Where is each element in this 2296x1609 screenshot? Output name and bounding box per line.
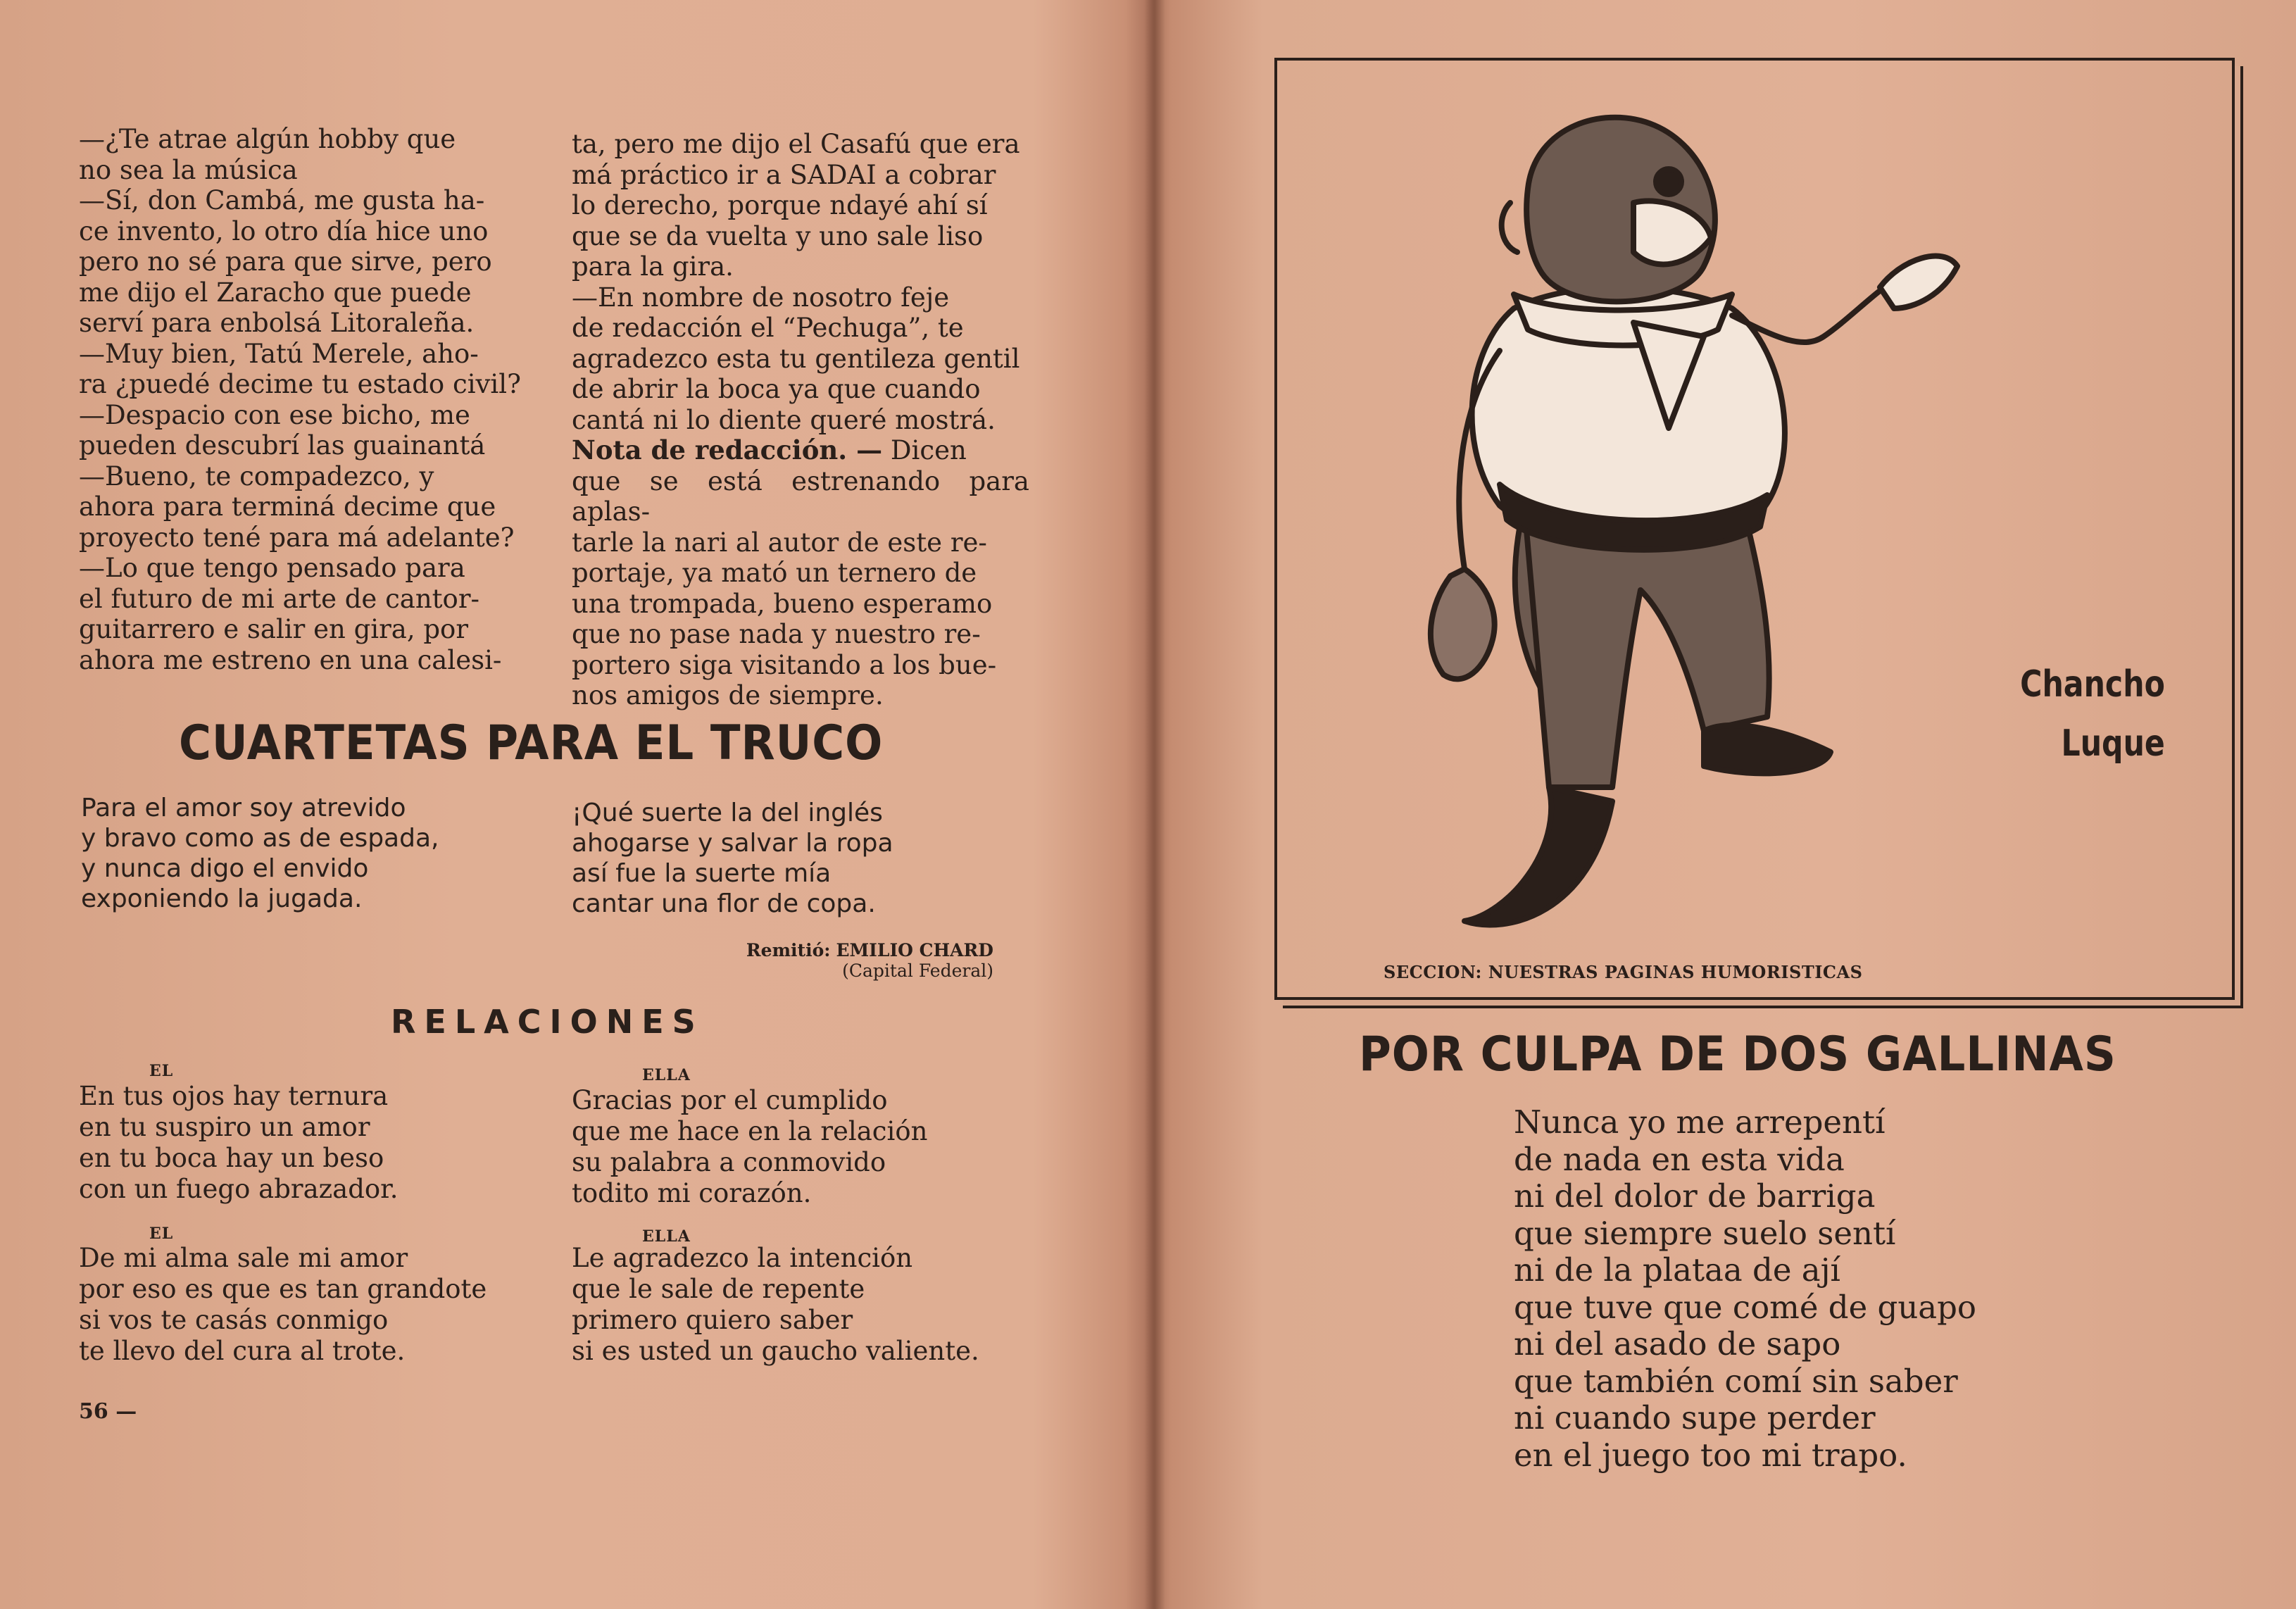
interview-line: ahora me estreno en una calesi- xyxy=(79,644,502,675)
stanza-line: ahogarse y salvar la ropa xyxy=(572,829,893,858)
verse-line: Le agradezco la intención xyxy=(572,1243,913,1273)
interview-line: ta, pero me dijo el Casafú que era xyxy=(572,129,1020,159)
verse-line: todito mi corazón. xyxy=(572,1178,812,1208)
relaciones-title: RELACIONES xyxy=(391,1003,704,1041)
poem-line: que tuve que comé de guapo xyxy=(1514,1288,1977,1326)
interview-line: —¿Te atrae algún hobby que xyxy=(79,124,456,154)
poem xyxy=(1514,1104,1976,1474)
verse-line: si es usted un gaucho valiente. xyxy=(572,1336,979,1366)
verse-line: primero quiero saber xyxy=(572,1305,853,1335)
interview-line: ahora para terminá decime que xyxy=(79,492,496,522)
verse-el-1 xyxy=(79,1081,399,1205)
editorial-note-line: una trompada, bueno esperamo xyxy=(572,588,993,619)
verse-line: por eso es que es tan grandote xyxy=(79,1274,487,1304)
interview-line: de abrir la boca ya que cuando xyxy=(572,374,981,404)
interview-line: agradezco esta tu gentileza gentil xyxy=(572,343,1020,374)
truco-title: CUARTETAS PARA EL TRUCO xyxy=(179,715,884,771)
interview-line: me dijo el Zaracho que puede xyxy=(79,277,472,308)
poem-line: ni del dolor de barriga xyxy=(1514,1177,1876,1215)
chancho-luque-illustration xyxy=(1338,83,1971,942)
poem-line: en el juego too mi trapo. xyxy=(1514,1436,1907,1474)
interview-line: —Muy bien, Tatú Merele, aho- xyxy=(79,338,479,369)
poem-line: ni de la plataa de ají xyxy=(1514,1251,1840,1289)
editorial-note-line: que se está estrenando para aplas- xyxy=(572,465,1029,527)
editorial-note-label: Nota de redacción. — xyxy=(572,434,883,465)
character-name-line-2: Luque xyxy=(2061,722,2165,765)
credit-place: (Capital Federal) xyxy=(842,960,993,981)
interview-line: pueden descubrí las guainantá xyxy=(79,430,486,461)
editorial-note-line: que no pase nada y nuestro re- xyxy=(572,619,981,649)
verse-line: con un fuego abrazador. xyxy=(79,1174,399,1204)
stanza-line: Para el amor soy atrevido xyxy=(81,794,406,822)
verse-ella-2 xyxy=(572,1243,979,1367)
editorial-note-line: portaje, ya mató un ternero de xyxy=(572,558,977,588)
truco-stanza-right xyxy=(572,798,893,919)
stanza-line: así fue la suerte mía xyxy=(572,859,832,888)
speaker-ella: ELLA xyxy=(642,1227,691,1246)
verse-line: te llevo del cura al trote. xyxy=(79,1336,406,1366)
interview-line: má práctico ir a SADAI a cobrar xyxy=(572,159,996,190)
verse-line: que le sale de repente xyxy=(572,1274,865,1304)
interview-line: ce invento, lo otro día hice uno xyxy=(79,215,489,246)
interview-line: proyecto tené para má adelante? xyxy=(79,522,515,553)
poem-line: ni cuando supe perder xyxy=(1514,1399,1876,1436)
editorial-note-line: nos amigos de siempre. xyxy=(572,680,884,710)
interview-line: lo derecho, porque ndayé ahí sí xyxy=(572,190,988,220)
section-note: SECCION: NUESTRAS PAGINAS HUMORISTICAS xyxy=(1384,962,1863,982)
interview-line: el futuro de mi arte de cantor- xyxy=(79,583,480,614)
editorial-note-line: tarle la nari al autor de este re- xyxy=(572,527,987,558)
credit-name: EMILIO CHARD xyxy=(836,940,993,960)
verse-line: En tus ojos hay ternura xyxy=(79,1081,389,1111)
character-name-line-1: Chancho xyxy=(2020,663,2165,706)
poem-line: Nunca yo me arrepentí xyxy=(1514,1103,1886,1141)
verse-line: en tu boca hay un beso xyxy=(79,1143,384,1173)
truco-stanza-left xyxy=(81,793,439,914)
interview-line: —Lo que tengo pensado para xyxy=(79,553,465,583)
interview-line: —Sí, don Cambá, me gusta ha- xyxy=(79,185,485,215)
poem-line: que siempre suelo sentí xyxy=(1514,1214,1896,1252)
interview-line: —Bueno, te compadezco, y xyxy=(79,461,434,492)
poem-line: ni del asado de sapo xyxy=(1514,1325,1841,1363)
verse-el-2 xyxy=(79,1243,487,1367)
interview-line: que se da vuelta y uno sale liso xyxy=(572,220,984,251)
book-spine xyxy=(1144,0,1165,1609)
character-name xyxy=(2020,655,2165,773)
speaker-ella: ELLA xyxy=(642,1066,691,1084)
verse-line: Gracias por el cumplido xyxy=(572,1085,888,1115)
editorial-note-line: portero siga visitando a los bue- xyxy=(572,649,997,680)
interview-column-right xyxy=(572,129,1029,711)
poem-line: de nada en esta vida xyxy=(1514,1140,1845,1178)
interview-line: de redacción el “Pechuga”, te xyxy=(572,313,964,343)
interview-line: cantá ni lo diente queré mostrá. xyxy=(572,404,996,435)
credit xyxy=(746,940,993,981)
stanza-line: y nunca digo el envido xyxy=(81,854,369,883)
speaker-el: EL xyxy=(149,1062,174,1080)
stanza-line: y bravo como as de espada, xyxy=(81,824,439,853)
stanza-line: ¡Qué suerte la del inglés xyxy=(572,799,883,827)
stanza-line: cantar una flor de copa. xyxy=(572,889,876,918)
interview-column-left xyxy=(79,124,538,675)
stanza-line: exponiendo la jugada. xyxy=(81,884,363,913)
verse-line: si vos te casás conmigo xyxy=(79,1305,389,1335)
interview-line: ra ¿puedé decime tu estado civil? xyxy=(79,369,521,399)
editorial-note xyxy=(572,435,1029,466)
interview-line: pero no sé para que sirve, pero xyxy=(79,246,492,277)
verse-line: De mi alma sale mi amor xyxy=(79,1243,408,1273)
verse-ella-1 xyxy=(572,1085,927,1209)
poem-line: que también comí sin saber xyxy=(1514,1362,1958,1400)
interview-line: guitarrero e salir en gira, por xyxy=(79,614,469,644)
interview-line: —Despacio con ese bicho, me xyxy=(79,399,470,430)
interview-line: —En nombre de nosotro feje xyxy=(572,282,950,313)
interview-line: para la gira. xyxy=(572,251,734,282)
verse-line: su palabra a conmovido xyxy=(572,1147,886,1177)
speaker-el: EL xyxy=(149,1225,174,1243)
verse-line: que me hace en la relación xyxy=(572,1116,928,1146)
page-number: 56 — xyxy=(79,1399,137,1424)
poem-title: POR CULPA DE DOS GALLINAS xyxy=(1359,1027,2116,1082)
credit-label: Remitió: xyxy=(746,940,831,960)
editorial-note-line: Dicen xyxy=(890,435,967,465)
interview-line: serví para enbolsá Litoraleña. xyxy=(79,308,475,338)
verse-line: en tu suspiro un amor xyxy=(79,1112,370,1142)
interview-line: no sea la música xyxy=(79,154,298,185)
